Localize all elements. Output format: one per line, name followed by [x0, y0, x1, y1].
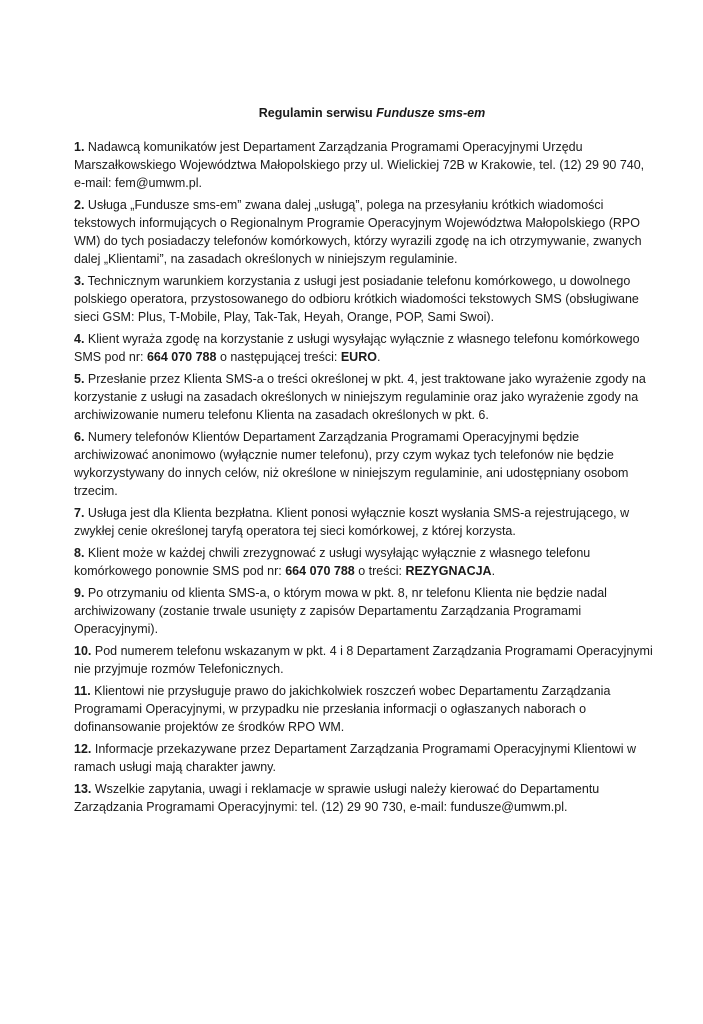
document-page [74, 106, 654, 820]
paragraph-text: Technicznym warunkiem korzystania z usługi jest posiadanie telefonu komórkowego, u dowolnego polskiego operatora, przystosowanego do odbioru krótkich wiadomości tekstowych SMS (obsługiwane sieci GSM: Plus, T-Mobile, Play, Tak-Tak, Heyah, Orange, POP, Sami Swoi). [74, 274, 639, 324]
paragraph-10 [74, 642, 654, 678]
sms-number: 664 070 788 [146, 350, 217, 364]
paragraph-text: o następującej treści: [216, 350, 341, 364]
paragraph-9 [74, 584, 654, 638]
paragraph-number: 11. [74, 684, 91, 698]
paragraph-text: Przesłanie przez Klienta SMS-a o treści określonej w pkt. 4, jest traktowane jako wyrażenie zgody na korzystanie z usługi na zasadach określonych w niniejszym regulaminie oraz jako wyrażenie zgody na archiwizowanie numeru telefonu Klienta na zasadach określonych w pkt. 6. [74, 372, 646, 422]
paragraph-6 [74, 428, 654, 500]
sms-number: 664 070 788 [285, 564, 355, 578]
paragraph-number: 3. [74, 274, 85, 288]
paragraph-text: Po otrzymaniu od klienta SMS-a, o którym mowa w pkt. 8, nr telefonu Klienta nie będzie nadal archiwizowany (zostanie trwale usunięty z zapisów Departamentu Zarządzania Programami Operacyjnymi). [74, 586, 607, 636]
paragraph-text: Klient wyraża zgodę na korzystanie z usługi wysyłając wyłącznie z własnego telefonu komórkowego SMS pod nr: [74, 332, 640, 364]
paragraph-2 [74, 196, 654, 268]
sms-keyword: EURO [340, 350, 377, 364]
title-italic: Fundusze sms-em [376, 106, 486, 120]
paragraph-number: 13. [74, 782, 92, 796]
paragraph-number: 8. [74, 546, 85, 560]
paragraph-text: Numery telefonów Klientów Departament Zarządzania Programami Operacyjnymi będzie archiwizować anonimowo (wyłącznie numer telefonu), przy czym wykaz tych telefonów nie będzie wykorzystywany do innych celów, niż określone w niniejszym regulaminie, ani udostępniany osobom trzecim. [74, 430, 629, 498]
paragraph-number: 9. [74, 586, 85, 600]
paragraph-5 [74, 370, 654, 424]
paragraph-text: Klient może w każdej chwili zrezygnować z usługi wysyłając wyłącznie z własnego telefonu komórkowego ponownie SMS pod nr: [74, 546, 591, 578]
paragraph-12 [74, 740, 654, 776]
paragraph-number: 5. [74, 372, 85, 386]
paragraph-8 [74, 544, 654, 580]
paragraph-number: 10. [74, 644, 92, 658]
paragraph-number: 1. [74, 140, 85, 154]
paragraph-number: 4. [74, 332, 85, 346]
paragraph-text: Wszelkie zapytania, uwagi i reklamacje w sprawie usługi należy kierować do Departamentu Zarządzania Programami Operacyjnymi: tel. (12) 29 90 730, e-mail: fundusze@umwm.pl. [74, 782, 600, 814]
paragraph-11 [74, 682, 654, 736]
paragraph-number: 2. [74, 198, 85, 212]
paragraph-text: Informacje przekazywane przez Departament Zarządzania Programami Operacyjnymi Klientowi w ramach usługi mają charakter jawny. [74, 742, 637, 774]
paragraph-4 [74, 330, 654, 366]
paragraph-1 [74, 138, 654, 192]
paragraph-text: . [491, 564, 496, 578]
paragraph-number: 6. [74, 430, 85, 444]
paragraph-text: Nadawcą komunikatów jest Departament Zarządzania Programami Operacyjnymi Urzędu Marszałkowskiego Województwa Małopolskiego przy ul. Wielickiej 72B w Krakowie, tel. (12) 29 90 740, e-mail: fem@umwm.pl. [74, 140, 645, 190]
paragraph-13 [74, 780, 654, 816]
paragraph-text: Usługa jest dla Klienta bezpłatna. Klient ponosi wyłącznie koszt wysłania SMS-a rejestrującego, w zwykłej cenie określonej taryfą operatora tej sieci komórkowej, z której korzysta. [74, 506, 630, 538]
paragraph-7 [74, 504, 654, 540]
paragraph-text: o treści: [354, 564, 406, 578]
sms-keyword: REZYGNACJA [405, 564, 492, 578]
paragraph-text: Pod numerem telefonu wskazanym w pkt. 4 i 8 Departament Zarządzania Programami Operacyjnymi nie przyjmuje rozmów Telefonicznych. [74, 644, 653, 676]
paragraph-text: Usługa „Fundusze sms-em” zwana dalej „usługą”, polega na przesyłaniu krótkich wiadomości tekstowych informujących o Regionalnym Programie Operacyjnym Województwa Małopolskiego (RPO WM) do tych posiadaczy telefonów komórkowych, którzy wyrazili zgodę na ich otrzymywanie, zwanych dalej „Klientami”, na zasadach określonych w niniejszym regulaminie. [74, 198, 642, 266]
paragraph-number: 7. [74, 506, 85, 520]
paragraph-3 [74, 272, 654, 326]
paragraph-text: . [376, 350, 381, 364]
document-title [74, 106, 654, 120]
paragraph-number: 12. [74, 742, 92, 756]
paragraph-text: Klientowi nie przysługuje prawo do jakichkolwiek roszczeń wobec Departamentu Zarządzania Programami Operacyjnymi, w przypadku nie przesłania informacji o ogłaszanych naborach o dofinansowanie projektów ze środków RPO WM. [74, 684, 611, 734]
title-prefix: Regulamin serwisu [258, 106, 377, 120]
